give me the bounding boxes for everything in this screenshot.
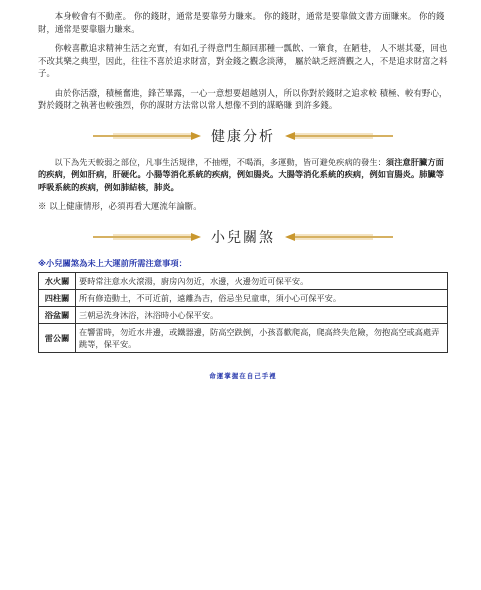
- health-title: 健康分析: [211, 128, 275, 145]
- taboo-text: 在響雷時，勿近水井邊，或鐵器邊，防高空跌倒，小孩喜歡爬高，爬高終失危險，勿抱高空或高處弄跳等，保平安。: [76, 324, 448, 353]
- health-lead: 以下為先天較弱之部位，凡事生活規律，不抽煙，不喝酒，多運動，皆可避免疾病的發生：: [54, 156, 386, 167]
- child-note: ※小兒關煞為未上大運前所需注意事項：: [38, 257, 187, 268]
- health-note: ※ 以上健康情形，必須再看大運流年論斷。: [38, 201, 202, 211]
- table-row: [39, 324, 448, 353]
- left-ornament-icon: [93, 130, 203, 142]
- child-taboo-table: [38, 272, 448, 353]
- taboo-name: 水火關: [39, 273, 76, 290]
- taboo-text: 所有修造動土，不可近前，遠離為吉，俗忌坐兒童車，須小心可保平安。: [76, 290, 448, 307]
- taboo-text: 要時常注意水火滾湯，廚房內勿近，水邊，火邊勿近可保平安。: [76, 273, 448, 290]
- footer-motto: 命運掌握在自己手裡: [209, 372, 277, 380]
- right-ornament-icon: [283, 130, 393, 142]
- health-diseases: 須注意肝臟方面的疾病，例如肝病，肝硬化。小腸等消化系統的疾病，例如腸炎。大腸等消化系統的疾病，例如盲腸炎。肺臟等呼吸系統的疾病，例如肺結核，肺炎。: [38, 156, 445, 192]
- wealth-paragraph-3: 由於你活潑，積極奮進，鋒芒畢露，一心一意想要超越別人，所以你對於錢財之追求較 積極、較有野心，對於錢財之執著也較強烈，你的謀財方法常以常人想像不到的謀略賺 到許多錢。: [38, 87, 448, 110]
- health-heading: [38, 126, 448, 146]
- page: [38, 10, 448, 380]
- right-ornament-icon: [283, 231, 393, 243]
- taboo-name: 四柱關: [39, 290, 76, 307]
- child-heading: [38, 227, 448, 247]
- taboo-name: 雷公關: [39, 324, 76, 353]
- child-title: 小兒關煞: [211, 229, 275, 246]
- taboo-name: 浴盆關: [39, 307, 76, 324]
- wealth-paragraph-1: 本身較會有不動產。 你的錢財，通常是要靠勞力賺來。 你的錢財，通常是要靠做文書方面賺來。 你的錢財，通常是要靠腦力賺來。: [38, 11, 445, 34]
- taboo-text: 三朝忌洗身沐浴，沐浴時小心保平安。: [76, 307, 448, 324]
- wealth-paragraph-2: 你較喜歡追求精神生活之充實，有如孔子得意門生顏回那種一瓢飲、一簞食，在陋巷， 人不堪其憂，回也不改其樂之典型，因此，往往不喜於追求財富，對金錢之觀念淡薄， 屬於缺乏經濟觀之人，不是追求財富之料子。: [38, 43, 448, 78]
- table-row: [39, 307, 448, 324]
- table-row: [39, 290, 448, 307]
- health-body: [38, 156, 448, 194]
- table-row: [39, 273, 448, 290]
- left-ornament-icon: [93, 231, 203, 243]
